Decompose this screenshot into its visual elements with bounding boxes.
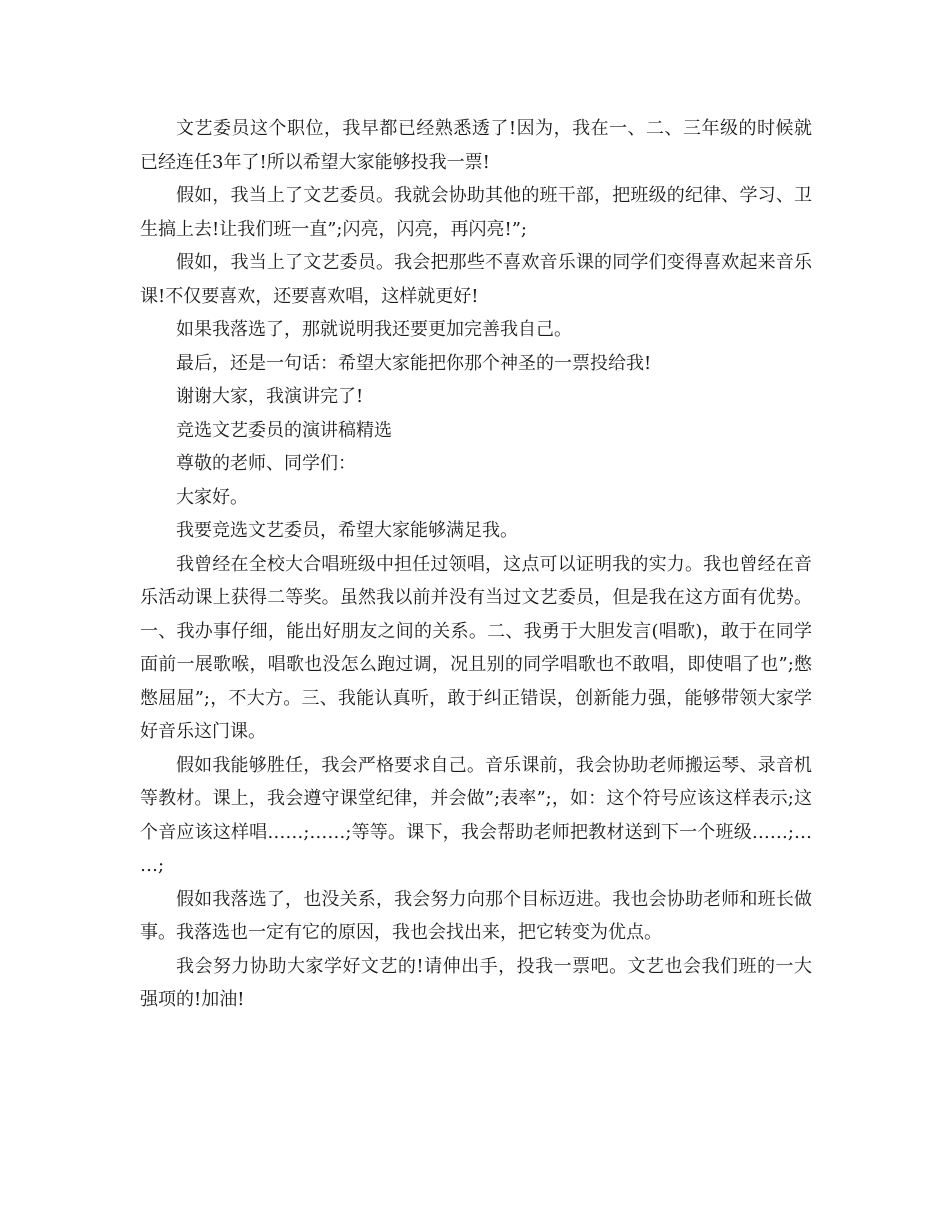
paragraph-10: 我要竞选文艺委员，希望大家能够满足我。 — [176, 520, 518, 541]
paragraph-14: 我会努力协助大家学好文艺的!请伸出手，投我一票吧。文艺也会我们班的一大强项的!加油! — [140, 955, 812, 1010]
paragraph-1: 文艺委员这个职位，我早都已经熟悉透了!因为，我在一、二、三年级的时候就已经连任3年了!所以希望大家能够投我一票! — [140, 118, 812, 173]
paragraph-3: 假如，我当上了文艺委员。我会把那些不喜欢音乐课的同学们变得喜欢起来音乐课!不仅要喜欢，还要喜欢唱，这样就更好! — [140, 252, 812, 307]
paragraph-6: 谢谢大家，我演讲完了! — [176, 386, 364, 407]
paragraph-4: 如果我落选了，那就说明我还要更加完善我自己。 — [176, 319, 572, 340]
paragraph-2: 假如，我当上了文艺委员。我就会协助其他的班干部，把班级的纪律、学习、卫生搞上去!让我们班一直”;闪亮，闪亮，再闪亮!”; — [140, 185, 812, 240]
document-page — [140, 112, 812, 1017]
greeting: 大家好。 — [176, 486, 248, 508]
paragraph-12: 假如我能够胜任，我会严格要求自己。音乐课前，我会协助老师搬运琴、录音机等教材。课上，我会遵守课堂纪律，并会做”;表率”;，如：这个符号应该这样表示;这个音应该这样唱……;……;等等。课下，我会帮助老师把教材送到下一个班级……;……; — [140, 754, 812, 876]
paragraph-13: 假如我落选了，也没关系，我会努力向那个目标迈进。我也会协助老师和班长做事。我落选也一定有它的原因，我也会找出来，把它转变为优点。 — [140, 888, 812, 943]
paragraph-11: 我曾经在全校大合唱班级中担任过领唱，这点可以证明我的实力。我也曾经在音乐活动课上获得二等奖。虽然我以前并没有当过文艺委员，但是我在这方面有优势。一、我办事仔细，能出好朋友之间的关系。二、我勇于大胆发言(唱歌)，敢于在同学面前一展歌喉，唱歌也没怎么跑过调，况且别的同学唱歌也不敢唱，即使唱了也”;憋憋屈屈”;，不大方。三、我能认真听，敢于纠正错误，创新能力强，能够带领大家学好音乐这门课。 — [140, 553, 812, 742]
paragraph-5: 最后，还是一句话：希望大家能把你那个神圣的一票投给我! — [176, 352, 652, 374]
salutation: 尊敬的老师、同学们： — [176, 453, 356, 474]
section-title: 竞选文艺委员的演讲稿精选 — [176, 419, 392, 441]
